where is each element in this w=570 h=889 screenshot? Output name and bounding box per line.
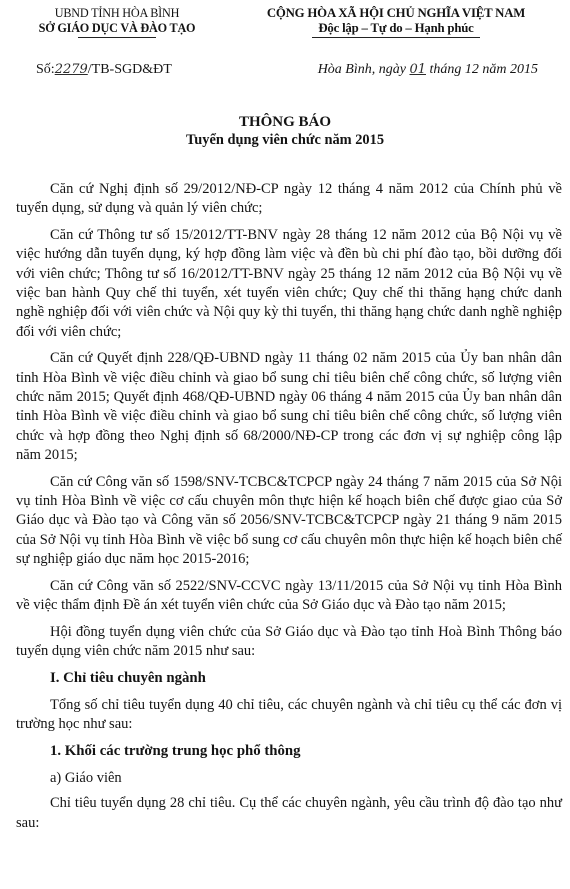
country-name: CỘNG HÒA XÃ HỘI CHỦ NGHĨA VIỆT NAM [266,6,526,20]
document-number-prefix: Số: [36,62,55,77]
title-notice: THÔNG BÁO [238,114,332,130]
section-heading-quota: I. Chỉ tiêu chuyên ngành [50,669,206,686]
paragraph-total-quota: Tổng số chỉ tiêu tuyển dụng 40 chỉ tiêu, các chuyên ngành và chỉ tiêu cụ thể các đơn vị trường học như sau: [16,696,562,732]
agency-parent: UBND TỈNH HÒA BÌNH [54,6,180,20]
document-header [0,6,570,34]
paragraph-legal-basis-1: Căn cứ Nghị định số 29/2012/NĐ-CP ngày 12 tháng 4 năm 2012 của Chính phủ về tuyển dụng, sử dụng và quản lý viên chức; [16,181,562,217]
document-date [318,62,538,78]
agency-name: SỞ GIÁO DỤC VÀ ĐÀO TẠO [38,21,196,35]
paragraph-legal-basis-5: Căn cứ Công văn số 2522/SNV-CCVC ngày 13/11/2015 của Sở Nội vụ tỉnh Hòa Bình về việc thẩm định Đề án xét tuyển viên chức của Sở Giáo dục và Đào tạo năm 2015; [16,577,562,613]
national-motto [228,6,564,38]
motto: Độc lập – Tự do – Hạnh phúc [318,21,474,35]
document-body [16,180,562,840]
paragraph-legal-basis-2: Căn cứ Thông tư số 15/2012/TT-BNV ngày 28 tháng 12 năm 2012 của Bộ Nội vụ về việc hướng dẫn tuyển dụng, ký hợp đồng làm việc và đền bù chi phí đào tạo, bồi dưỡng đối với viên chức; Thông tư số 16/2012/TT-BNV ngày 25 tháng 12 năm 2012 của Bộ Nội vụ về việc ban hành Quy chế thi tuyển, xét tuyển viên chức; Quy chế thi thăng hạng chức danh nghề nghiệp đối với viên chức và Nội quy kỳ thi tuyển, thi thăng hạng chức danh nghề nghiệp đối với viên chức; [16,227,562,340]
title-subject: Tuyển dụng viên chức năm 2015 [185,132,385,148]
date-suffix: tháng 12 năm 2015 [429,62,538,77]
document-title [0,113,570,149]
date-day-handwritten: 01 [409,62,426,77]
motto-underline [312,37,480,38]
document-number-suffix: /TB-SGD&ĐT [87,62,172,77]
document-number-handwritten: 2279 [54,62,88,77]
agency-underline [78,37,156,38]
item-teachers: a) Giáo viên [50,769,122,786]
date-prefix: Hòa Bình, ngày [317,62,406,77]
issuing-agency [12,6,222,38]
document-number [36,62,172,78]
document-meta [0,62,570,80]
paragraph-teacher-quota: Chỉ tiêu tuyển dụng 28 chỉ tiêu. Cụ thể các chuyên ngành, yêu cầu trình độ đào tạo như sau: [16,795,562,831]
paragraph-announcement: Hội đồng tuyển dụng viên chức của Sở Giáo dục và Đào tạo tỉnh Hoà Bình Thông báo tuyển dụng viên chức năm 2015 như sau: [16,623,562,660]
paragraph-legal-basis-3: Căn cứ Quyết định 228/QĐ-UBND ngày 11 tháng 02 năm 2015 của Ủy ban nhân dân tỉnh Hòa Bình về việc điều chỉnh và giao bổ sung chỉ tiêu biên chế công chức, số lượng viên chức năm 2015; Quyết định 468/QĐ-UBND ngày 06 tháng 4 năm 2015 của Ủy ban nhân dân tỉnh Hòa Bình về việc điều chỉnh và giao bổ sung chỉ tiêu biên chế công chức, số lượng viên chức và hợp đồng theo Nghị định số 68/2000/NĐ-CP trong các đơn vị sự nghiệp công lập năm 2015; [16,350,562,463]
subsection-heading-high-schools: 1. Khối các trường trung học phổ thông [50,742,301,759]
paragraph-legal-basis-4: Căn cứ Công văn số 1598/SNV-TCBC&TCPCP ngày 24 tháng 7 năm 2015 của Sở Nội vụ tỉnh Hòa Bình về việc cơ cấu chuyên môn thực hiện kế hoạch biên chế được giao của Sở Giáo dục và Đào tạo và Công văn số 2056/SNV-TCBC&TCPCP ngày 21 tháng 9 năm 2015 của Sở Nội vụ tỉnh Hòa Bình về việc bổ sung cơ cấu chuyên môn thực hiện kế hoạch biên chế sự nghiệp giáo dục năm học 2015-2016; [16,473,562,567]
